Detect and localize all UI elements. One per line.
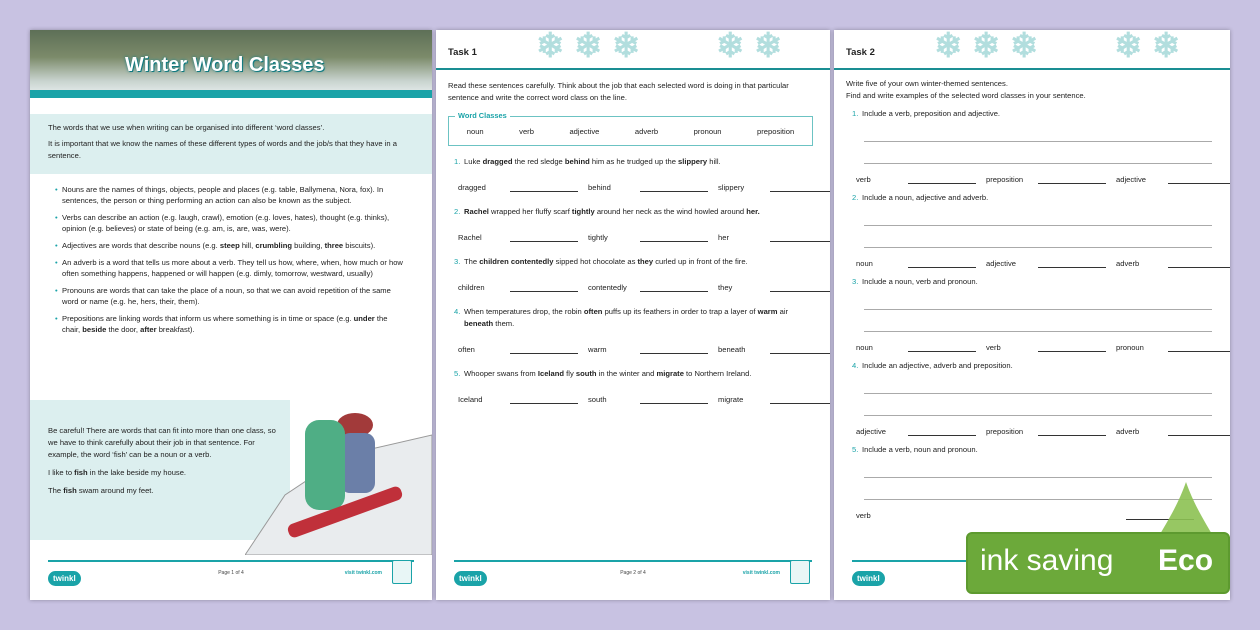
task-instructions: Read these sentences carefully. Think about the job that each selected word is doing in that particular sentence and write the correct word class on the line. xyxy=(448,81,789,102)
ink-saving-eco-badge xyxy=(966,532,1230,594)
highlighted-word: behind xyxy=(564,157,590,166)
highlighted-word: Iceland xyxy=(537,369,565,378)
answer-word: dragged xyxy=(458,183,486,192)
answer-cell xyxy=(856,426,986,436)
text-segment: hill. xyxy=(707,157,721,166)
answer-cell xyxy=(588,344,718,354)
text-segment: fly xyxy=(564,369,576,378)
text-segment: swam around my feet. xyxy=(76,486,154,495)
question-number: 3. xyxy=(852,277,859,286)
highlighted-word: fish xyxy=(74,468,88,477)
task-title: Task 2 xyxy=(846,47,875,58)
text-segment: puffs up its feathers in order to trap a layer of xyxy=(602,307,758,316)
writing-line-input[interactable] xyxy=(864,154,1212,164)
visit-link[interactable]: visit twinkl.com xyxy=(344,570,382,576)
answer-line-input[interactable] xyxy=(1038,342,1106,352)
quality-badge-icon xyxy=(392,560,412,584)
question xyxy=(834,192,1230,204)
answer-row xyxy=(436,282,830,292)
word-class-option: adverb xyxy=(634,126,659,136)
answer-word: slippery xyxy=(718,183,745,192)
winter-banner-image xyxy=(30,30,432,98)
question-text xyxy=(454,306,816,330)
question-text xyxy=(454,206,816,218)
answer-word: her xyxy=(718,233,729,242)
question xyxy=(436,256,830,268)
visit-link[interactable]: visit twinkl.com xyxy=(742,570,780,576)
answer-word: tightly xyxy=(588,233,608,242)
text-segment: An adverb is a word that tells us more about a verb. They tell us how, where, when, how much or how often something happens, happened or will happen (e.g. dimly, tomorrow, westward, usually) xyxy=(62,258,403,278)
writing-line-input[interactable] xyxy=(864,132,1212,142)
writing-line-input[interactable] xyxy=(864,384,1212,394)
writing-line-input[interactable] xyxy=(864,322,1212,332)
intro-box xyxy=(30,114,432,174)
answer-cell xyxy=(1116,426,1230,436)
answer-line-input[interactable] xyxy=(908,342,976,352)
text-segment: Whooper swans from xyxy=(464,369,538,378)
answer-cell xyxy=(718,182,830,192)
definition-item xyxy=(62,184,406,206)
answer-word: verb xyxy=(856,511,871,520)
text-segment: The xyxy=(464,257,480,266)
answer-line-input[interactable] xyxy=(640,182,708,192)
highlighted-word: beneath xyxy=(464,319,494,328)
word-classes-box xyxy=(448,111,813,146)
question xyxy=(834,108,1230,120)
text-segment: Adjectives are words that describe nouns (e.g. xyxy=(62,241,220,250)
question xyxy=(436,206,830,218)
text-segment: around her neck as the wind howled around xyxy=(594,207,747,216)
highlighted-word: they xyxy=(637,257,654,266)
answer-line-input[interactable] xyxy=(510,394,578,404)
footer-rule xyxy=(48,560,414,562)
question xyxy=(834,444,1230,456)
careful-paragraph xyxy=(48,425,278,461)
question-text xyxy=(454,256,816,268)
answer-cell xyxy=(1116,342,1230,352)
answer-cell xyxy=(458,344,588,354)
question-number: 4. xyxy=(454,307,461,316)
answer-cell xyxy=(458,282,588,292)
highlighted-word: tightly xyxy=(571,207,595,216)
answer-row xyxy=(436,394,830,404)
page-2 xyxy=(436,30,830,600)
answer-line-input[interactable] xyxy=(640,394,708,404)
question-text: Include a noun, verb and pronoun. xyxy=(862,277,978,286)
question-number: 1. xyxy=(852,109,859,118)
highlighted-word: south xyxy=(575,369,597,378)
definition-item xyxy=(62,285,406,307)
answer-line-input[interactable] xyxy=(1038,174,1106,184)
answer-word: adverb xyxy=(1116,259,1140,268)
highlighted-word: often xyxy=(583,307,603,316)
answer-cell xyxy=(588,182,718,192)
answer-word: pronoun xyxy=(1116,343,1144,352)
answer-row xyxy=(436,344,830,354)
question xyxy=(436,156,830,168)
text-segment: them. xyxy=(493,319,515,328)
text-segment: the door, xyxy=(106,325,141,334)
twinkl-logo[interactable]: twinkl xyxy=(454,571,487,586)
text-segment: air xyxy=(777,307,789,316)
snowflake-icon: ❄ ❄ xyxy=(1114,30,1181,65)
text-segment: When temperatures drop, the robin xyxy=(464,307,584,316)
highlighted-word: her. xyxy=(746,207,760,216)
answer-line-input[interactable] xyxy=(1038,426,1106,436)
question-number: 1. xyxy=(454,157,461,166)
footer-rule xyxy=(454,560,812,562)
answer-cell xyxy=(986,426,1116,436)
question xyxy=(436,306,830,330)
answer-word: adjective xyxy=(1116,175,1146,184)
highlighted-word: Rachel xyxy=(464,207,489,216)
answer-line-input[interactable] xyxy=(640,344,708,354)
highlighted-word: slippery xyxy=(678,157,708,166)
definition-item xyxy=(62,313,406,335)
intro-text: The words that we use when writing can be organised into different ‘word classes’. xyxy=(48,123,325,132)
word-class-option: adjective xyxy=(569,126,600,136)
text-segment: Verbs can describe an action (e.g. laugh, crawl), emotion (e.g. loves, hates), thought (e.g. thinks), opinion (e.g. believes) or state of being (e.g. am, is, are, was, were). xyxy=(62,213,390,233)
instruction-line: Write five of your own winter-themed sentences. xyxy=(846,79,1008,88)
question xyxy=(436,368,830,380)
text-segment: sipped hot chocolate as xyxy=(553,257,638,266)
text-segment: him as he trudged up the xyxy=(589,157,679,166)
answer-line-input[interactable] xyxy=(1168,174,1230,184)
answer-word: preposition xyxy=(986,175,1024,184)
answer-line-input[interactable] xyxy=(1038,258,1106,268)
answer-line-input[interactable] xyxy=(1168,342,1230,352)
highlighted-word: steep xyxy=(219,241,240,250)
eco-label: Eco xyxy=(1158,544,1214,577)
highlighted-word: three xyxy=(324,241,344,250)
text-segment: hill, xyxy=(239,241,256,250)
writing-line-input[interactable] xyxy=(864,468,1212,478)
definition-item xyxy=(62,212,406,234)
word-class-option: verb xyxy=(519,126,534,136)
highlighted-word: warm xyxy=(757,307,778,316)
answer-line-input[interactable] xyxy=(908,426,976,436)
word-class-option: pronoun xyxy=(693,126,722,136)
twinkl-logo[interactable]: twinkl xyxy=(852,571,885,586)
page-1 xyxy=(30,30,432,600)
answer-cell xyxy=(986,342,1116,352)
answer-cell xyxy=(718,394,830,404)
question-text: Include a verb, preposition and adjective. xyxy=(862,109,1001,118)
task-header xyxy=(834,30,1230,70)
text-segment: Luke xyxy=(464,157,483,166)
answer-row xyxy=(834,258,1230,268)
highlighted-word: beside xyxy=(82,325,107,334)
question-text xyxy=(454,368,816,380)
answer-line-input[interactable] xyxy=(510,282,578,292)
text-segment: Nouns are the names of things, objects, people and places (e.g. table, Ballymena, Nora, fox). In sentences, the person or thing performing an action can also be known as the subject. xyxy=(62,185,384,205)
text-segment: building, xyxy=(292,241,325,250)
answer-line-input[interactable] xyxy=(908,258,976,268)
snowflake-icon: ❄ ❄ xyxy=(716,30,783,65)
answer-line-input[interactable] xyxy=(770,344,830,354)
answer-row xyxy=(436,232,830,242)
task2-questions xyxy=(834,108,1230,520)
question-number: 5. xyxy=(852,445,859,454)
highlighted-word: fish xyxy=(63,486,77,495)
ink-saving-label: ink saving xyxy=(980,544,1114,577)
question-text: Include a verb, noun and pronoun. xyxy=(862,445,978,454)
careful-paragraph xyxy=(48,467,278,479)
text-segment: wrapped her fluffy scarf xyxy=(488,207,572,216)
answer-word: adverb xyxy=(1116,427,1140,436)
answer-cell xyxy=(986,174,1116,184)
answer-word: preposition xyxy=(986,427,1024,436)
answer-word: beneath xyxy=(718,345,746,354)
text-segment: curled up in front of the fire. xyxy=(653,257,748,266)
word-class-option: preposition xyxy=(757,126,795,136)
snowflake-icon: ❄ ❄ ❄ xyxy=(536,30,641,65)
page-number: Page 1 of 4 xyxy=(218,570,244,576)
answer-word: Iceland xyxy=(458,395,483,404)
question xyxy=(834,360,1230,372)
highlighted-word: migrate xyxy=(656,369,684,378)
answer-word: verb xyxy=(856,175,871,184)
text-segment: the red sledge xyxy=(512,157,565,166)
task-title: Task 1 xyxy=(448,47,477,58)
answer-cell xyxy=(1116,258,1230,268)
answer-row xyxy=(436,182,830,192)
answer-line-input[interactable] xyxy=(640,282,708,292)
answer-cell xyxy=(588,394,718,404)
page-number: Page 2 of 4 xyxy=(620,570,646,576)
question-text xyxy=(454,156,816,168)
highlighted-word: children contentedly xyxy=(479,257,554,266)
answer-line-input[interactable] xyxy=(1168,258,1230,268)
answer-row xyxy=(834,426,1230,436)
answer-word: often xyxy=(458,345,475,354)
highlighted-word: after xyxy=(140,325,157,334)
task1-questions xyxy=(436,156,830,404)
text-segment: The xyxy=(48,486,64,495)
answer-line-input[interactable] xyxy=(510,344,578,354)
answer-cell xyxy=(856,258,986,268)
question-number: 3. xyxy=(454,257,461,266)
text-segment: I like to xyxy=(48,468,75,477)
answer-cell xyxy=(458,232,588,242)
page-title: Winter Word Classes xyxy=(125,54,325,76)
answer-line-input[interactable] xyxy=(770,232,830,242)
word-classes-label: Word Classes xyxy=(455,111,510,120)
snowflake-icon: ❄ ❄ ❄ xyxy=(934,30,1039,65)
writing-line-input[interactable] xyxy=(864,406,1212,416)
highlighted-word: under xyxy=(353,314,375,323)
answer-word: adjective xyxy=(986,259,1016,268)
answer-word: Rachel xyxy=(458,233,482,242)
answer-line-input[interactable] xyxy=(640,232,708,242)
definition-item xyxy=(62,257,406,279)
text-segment: in the lake beside my house. xyxy=(87,468,187,477)
answer-word: children xyxy=(458,283,485,292)
answer-cell xyxy=(1116,174,1230,184)
answer-word: contentedly xyxy=(588,283,627,292)
answer-cell xyxy=(718,344,830,354)
answer-word: verb xyxy=(986,343,1001,352)
twinkl-logo[interactable]: twinkl xyxy=(48,571,81,586)
writing-line-input[interactable] xyxy=(864,238,1212,248)
instruction-line: Find and write examples of the selected word classes in your sentence. xyxy=(846,91,1086,100)
text-segment: in the winter and xyxy=(596,369,657,378)
answer-row xyxy=(834,174,1230,184)
answer-word: noun xyxy=(856,259,873,268)
question-text: Include a noun, adjective and adverb. xyxy=(862,193,989,202)
text-segment: the chair, xyxy=(62,314,388,334)
word-class-option: noun xyxy=(466,126,484,136)
answer-word: warm xyxy=(588,345,607,354)
answer-word: south xyxy=(588,395,607,404)
writing-line-input[interactable] xyxy=(864,300,1212,310)
text-segment: to Northern Ireland. xyxy=(683,369,752,378)
answer-cell xyxy=(458,394,588,404)
answer-cell xyxy=(718,232,830,242)
answer-cell xyxy=(986,258,1116,268)
question xyxy=(834,276,1230,288)
answer-word: behind xyxy=(588,183,611,192)
highlighted-word: dragged xyxy=(482,157,513,166)
answer-cell xyxy=(718,282,830,292)
answer-line-input[interactable] xyxy=(908,174,976,184)
intro-text: It is important that we know the names of these different types of words and the job/s that they have in a sentence. xyxy=(48,139,397,160)
quality-badge-icon xyxy=(790,560,810,584)
answer-line-input[interactable] xyxy=(770,182,830,192)
answer-cell xyxy=(856,174,986,184)
children-sledging-illustration xyxy=(245,395,432,555)
answer-cell xyxy=(856,342,986,352)
text-segment: Pronouns are words that can take the place of a noun, so that we can avoid repetition of the same word or name (e.g. he, hers, their, them). xyxy=(62,286,391,306)
text-segment: Prepositions are linking words that inform us where something is in time or space (e.g. xyxy=(62,314,354,323)
answer-line-input[interactable] xyxy=(510,182,578,192)
text-segment: Be careful! There are words that can fit into more than one class, so we have to think carefully about their job in that sentence. For example, the word ‘fish’ can be a noun or a verb. xyxy=(48,426,276,459)
highlighted-word: crumbling xyxy=(255,241,293,250)
answer-word: adjective xyxy=(856,427,886,436)
answer-line-input[interactable] xyxy=(770,282,830,292)
task-header xyxy=(436,30,830,70)
answer-line-input[interactable] xyxy=(1168,426,1230,436)
careful-paragraph xyxy=(48,485,278,497)
question-number: 2. xyxy=(852,193,859,202)
question-number: 5. xyxy=(454,369,461,378)
text-segment: biscuits). xyxy=(343,241,376,250)
text-segment: breakfast). xyxy=(156,325,195,334)
answer-row xyxy=(834,342,1230,352)
task-instructions xyxy=(834,70,1230,102)
question-text: Include an adjective, adverb and preposition. xyxy=(862,361,1013,370)
answer-cell xyxy=(588,232,718,242)
answer-line-input[interactable] xyxy=(770,394,830,404)
answer-line-input[interactable] xyxy=(510,232,578,242)
answer-word: noun xyxy=(856,343,873,352)
writing-line-input[interactable] xyxy=(864,216,1212,226)
answer-cell xyxy=(458,182,588,192)
word-class-definitions xyxy=(30,174,432,335)
question-number: 4. xyxy=(852,361,859,370)
definition-item xyxy=(62,240,406,251)
answer-word: they xyxy=(718,283,733,292)
question-number: 2. xyxy=(454,207,461,216)
answer-cell xyxy=(588,282,718,292)
answer-word: migrate xyxy=(718,395,744,404)
